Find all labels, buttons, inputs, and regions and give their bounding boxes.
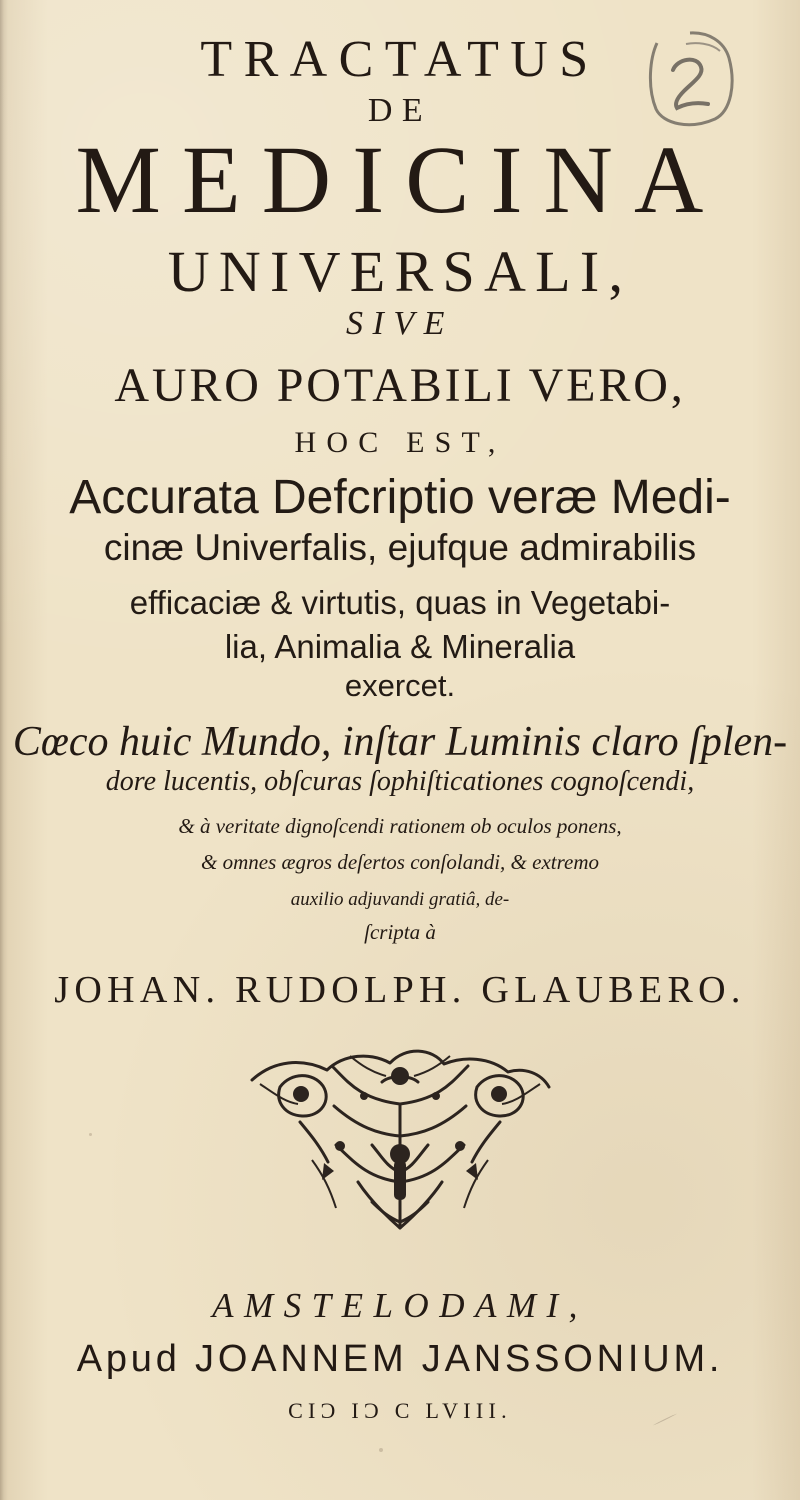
imprint-city: AMSTELODAMI, <box>212 1286 588 1325</box>
imprint-publisher: Apud JOANNEM JANSSONIUM. <box>76 1338 724 1380</box>
dedication-line-2: dore lucentis, obſcuras ſophiſticationes cognoſcendi, <box>105 766 695 797</box>
title-line-medicina: MEDICINA <box>75 126 725 233</box>
description-line-5: exercet. <box>344 668 456 703</box>
dedication-line-6: ſcripta à <box>364 920 436 944</box>
description-line-2: cinæ Univerfalis, ejufque admirabilis <box>103 527 697 568</box>
dedication-line-3: & à veritate dignoſcendi rationem ob oculos ponens, <box>178 814 622 838</box>
paper-speck <box>89 1133 92 1136</box>
description-line-1: Accurata Defcriptio veræ Medi- <box>69 471 731 524</box>
title-line-hoc-est: HOC EST, <box>294 426 506 459</box>
description-line-3: efficaciæ & virtutis, quas in Vegetabi- <box>129 584 671 621</box>
title-line-universali: UNIVERSALI, <box>167 239 633 304</box>
paper-speck <box>379 1448 383 1452</box>
dedication-line-1: Cœco huic Mundo, inſtar Luminis claro ſplen- <box>12 719 788 765</box>
description-line-4: lia, Animalia & Mineralia <box>224 628 576 665</box>
imprint-date: CIƆ IƆ C LVIII. <box>288 1398 512 1423</box>
title-line-sive: SIVE <box>346 305 454 342</box>
title-line-auro-potabili-vero: AURO POTABILI VERO, <box>114 359 686 412</box>
author-line: JOHAN. RUDOLPH. GLAUBERO. <box>54 969 746 1011</box>
dedication-line-4: & omnes ægros deſertos conſolandi, & extremo <box>201 850 599 874</box>
title-line-tractatus: TRACTATUS <box>200 31 600 88</box>
printer-ornament <box>240 1042 560 1247</box>
title-line-de: DE <box>367 92 433 129</box>
dedication-line-5: auxilio adjuvandi gratiâ, de- <box>290 889 510 910</box>
